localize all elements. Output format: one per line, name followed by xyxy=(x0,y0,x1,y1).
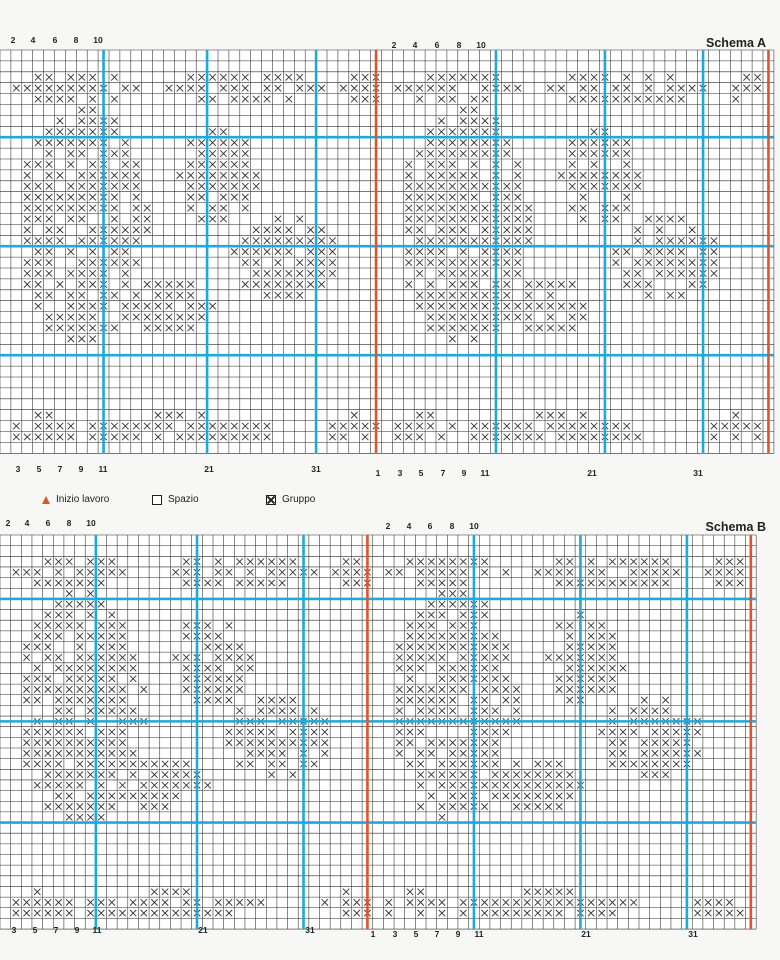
column-number: 11 xyxy=(474,929,484,939)
column-number: 2 xyxy=(391,40,397,50)
column-number: 21 xyxy=(581,929,591,939)
legend-space-label: Spazio xyxy=(168,494,199,505)
column-number: 2 xyxy=(385,521,391,531)
column-number: 3 xyxy=(392,929,398,939)
column-number: 8 xyxy=(66,518,72,528)
column-number: 11 xyxy=(480,468,490,478)
column-number: 3 xyxy=(397,468,403,478)
column-number: 4 xyxy=(406,521,412,531)
column-number: 7 xyxy=(53,925,59,935)
column-number: 7 xyxy=(57,464,63,474)
column-number: 21 xyxy=(204,464,214,474)
column-number: 10 xyxy=(476,40,486,50)
column-number: 2 xyxy=(5,518,11,528)
column-number: 4 xyxy=(412,40,418,50)
column-number: 4 xyxy=(24,518,30,528)
column-number: 21 xyxy=(198,925,208,935)
column-number: 1 xyxy=(370,929,376,939)
column-number: 6 xyxy=(427,521,433,531)
column-number: 7 xyxy=(434,929,440,939)
column-number: 31 xyxy=(693,468,703,478)
column-number: 4 xyxy=(30,35,36,45)
legend-space xyxy=(152,494,199,505)
grid-background xyxy=(0,535,756,929)
column-number: 3 xyxy=(11,925,17,935)
schema-b-grid xyxy=(0,515,780,960)
column-number: 8 xyxy=(456,40,462,50)
empty-square-icon xyxy=(152,495,162,505)
column-number: 6 xyxy=(52,35,58,45)
column-number: 11 xyxy=(92,925,102,935)
schema-b-chart xyxy=(0,515,780,960)
schema-a-title: Schema A xyxy=(706,36,766,50)
column-number: 9 xyxy=(461,468,467,478)
column-number: 7 xyxy=(440,468,446,478)
column-number: 21 xyxy=(587,468,597,478)
column-number: 9 xyxy=(78,464,84,474)
column-number: 9 xyxy=(74,925,80,935)
column-number: 9 xyxy=(455,929,461,939)
legend-group-label: Gruppo xyxy=(282,494,316,505)
start-triangle-icon xyxy=(42,496,50,504)
column-number: 11 xyxy=(98,464,108,474)
column-number: 10 xyxy=(86,518,96,528)
column-number: 31 xyxy=(688,929,698,939)
column-number: 10 xyxy=(93,35,103,45)
legend-start xyxy=(42,494,109,505)
grid-background xyxy=(0,50,774,453)
legend-group xyxy=(266,494,315,505)
legend-start-label: Inizio lavoro xyxy=(56,494,110,505)
column-number: 5 xyxy=(418,468,424,478)
schema-b-title: Schema B xyxy=(705,520,766,534)
column-number: 10 xyxy=(469,521,479,531)
column-number: 5 xyxy=(36,464,42,474)
column-number: 8 xyxy=(449,521,455,531)
legend xyxy=(0,490,780,510)
column-number: 5 xyxy=(32,925,38,935)
column-number: 3 xyxy=(15,464,21,474)
column-number: 6 xyxy=(434,40,440,50)
column-number: 8 xyxy=(73,35,79,45)
column-number: 31 xyxy=(311,464,321,474)
column-number: 6 xyxy=(45,518,51,528)
column-number: 1 xyxy=(375,468,381,478)
column-number: 2 xyxy=(10,35,16,45)
column-number: 31 xyxy=(305,925,315,935)
column-number: 5 xyxy=(413,929,419,939)
crossed-square-icon xyxy=(266,495,276,505)
